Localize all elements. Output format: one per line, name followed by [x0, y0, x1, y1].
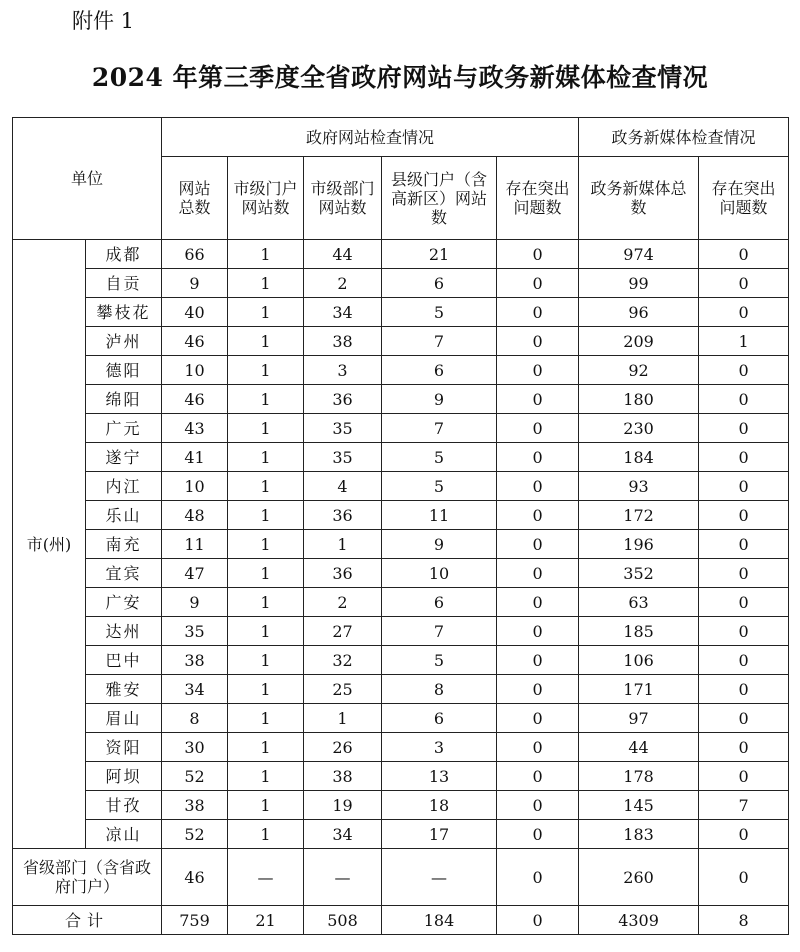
cell-media-total: 145	[579, 791, 699, 820]
cell-city-dept: 1	[304, 704, 382, 733]
unit-cell: 攀枝花	[86, 298, 162, 327]
unit-cell: 宜宾	[86, 559, 162, 588]
cell-media-total: 97	[579, 704, 699, 733]
cell-media-total: 260	[579, 849, 699, 906]
table-row	[13, 385, 789, 414]
cell-media-total: 974	[579, 240, 699, 269]
table-row	[13, 617, 789, 646]
cell-media-issues: 0	[699, 617, 789, 646]
cell-site-total: 48	[162, 501, 228, 530]
cell-county-portal: 6	[382, 269, 497, 298]
cell-site-total: 52	[162, 762, 228, 791]
cell-media-total: 230	[579, 414, 699, 443]
table-row	[13, 240, 789, 269]
cell-site-issues: 0	[497, 704, 579, 733]
cell-city-dept: 19	[304, 791, 382, 820]
table-row	[13, 414, 789, 443]
cell-city-portal: 1	[228, 327, 304, 356]
provincial-row	[13, 849, 789, 906]
table-row	[13, 791, 789, 820]
col-header-city-portal: 市级门户网站数	[228, 157, 304, 240]
cell-media-total: 352	[579, 559, 699, 588]
cell-media-issues: 0	[699, 733, 789, 762]
cell-site-total: 52	[162, 820, 228, 849]
cell-media-issues: 7	[699, 791, 789, 820]
cell-site-issues: 0	[497, 240, 579, 269]
unit-cell: 乐山	[86, 501, 162, 530]
unit-cell: 雅安	[86, 675, 162, 704]
unit-label: 合计	[65, 910, 110, 930]
cell-county-portal: 7	[382, 414, 497, 443]
cell-city-portal: 1	[228, 240, 304, 269]
table-row	[13, 588, 789, 617]
cell-site-issues: 0	[497, 588, 579, 617]
cell-city-dept: 1	[304, 530, 382, 559]
table-row	[13, 762, 789, 791]
cell-county-portal: —	[382, 849, 497, 906]
cell-city-portal: 1	[228, 472, 304, 501]
cell-county-portal: 5	[382, 472, 497, 501]
cell-site-issues: 0	[497, 472, 579, 501]
col-header-site-total: 网站总数	[162, 157, 228, 240]
unit-cell: 成都	[86, 240, 162, 269]
cell-site-total: 41	[162, 443, 228, 472]
cell-site-issues: 0	[497, 501, 579, 530]
unit-cell: 绵阳	[86, 385, 162, 414]
cell-city-portal: 1	[228, 733, 304, 762]
table-row	[13, 269, 789, 298]
cell-media-total: 44	[579, 733, 699, 762]
unit-cell: 眉山	[86, 704, 162, 733]
cell-media-issues: 8	[699, 906, 789, 935]
cell-media-total: 99	[579, 269, 699, 298]
cell-city-dept: 44	[304, 240, 382, 269]
cell-site-total: 10	[162, 472, 228, 501]
unit-cell: 德阳	[86, 356, 162, 385]
cell-site-issues: 0	[497, 327, 579, 356]
cell-city-dept: 36	[304, 501, 382, 530]
cell-county-portal: 9	[382, 385, 497, 414]
cell-site-issues: 0	[497, 269, 579, 298]
table-row	[13, 559, 789, 588]
cell-site-total: 40	[162, 298, 228, 327]
cell-city-portal: 1	[228, 269, 304, 298]
cell-site-issues: 0	[497, 675, 579, 704]
unit-cell: 自贡	[86, 269, 162, 298]
cell-city-dept: 34	[304, 820, 382, 849]
cell-media-issues: 0	[699, 240, 789, 269]
cell-county-portal: 5	[382, 298, 497, 327]
table-row	[13, 646, 789, 675]
cell-site-issues: 0	[497, 733, 579, 762]
cell-county-portal: 9	[382, 530, 497, 559]
cell-media-total: 180	[579, 385, 699, 414]
unit-cell: 甘孜	[86, 791, 162, 820]
unit-cell	[13, 849, 162, 906]
cell-city-dept: 25	[304, 675, 382, 704]
cell-media-issues: 0	[699, 646, 789, 675]
cell-city-dept: 26	[304, 733, 382, 762]
attachment-label: 附件 1	[72, 9, 135, 33]
cell-county-portal: 5	[382, 646, 497, 675]
table-row	[13, 356, 789, 385]
cell-site-issues: 0	[497, 906, 579, 935]
cell-city-portal: —	[228, 849, 304, 906]
cell-site-issues: 0	[497, 617, 579, 646]
cell-media-issues: 1	[699, 327, 789, 356]
total-row	[13, 906, 789, 935]
cell-city-portal: 1	[228, 530, 304, 559]
cell-media-total: 209	[579, 327, 699, 356]
cell-media-issues: 0	[699, 385, 789, 414]
cell-site-total: 43	[162, 414, 228, 443]
cell-media-issues: 0	[699, 298, 789, 327]
cell-media-total: 106	[579, 646, 699, 675]
unit-cell: 广安	[86, 588, 162, 617]
table-row	[13, 530, 789, 559]
cell-county-portal: 18	[382, 791, 497, 820]
cell-county-portal: 17	[382, 820, 497, 849]
group-label: 市(州)	[13, 240, 86, 849]
unit-cell: 内江	[86, 472, 162, 501]
cell-county-portal: 7	[382, 617, 497, 646]
unit-cell: 凉山	[86, 820, 162, 849]
cell-site-issues: 0	[497, 356, 579, 385]
cell-media-total: 4309	[579, 906, 699, 935]
cell-site-total: 30	[162, 733, 228, 762]
cell-media-total: 183	[579, 820, 699, 849]
cell-site-issues: 0	[497, 385, 579, 414]
cell-site-issues: 0	[497, 443, 579, 472]
cell-county-portal: 10	[382, 559, 497, 588]
col-header-media-issues: 存在突出问题数	[699, 157, 789, 240]
cell-site-total: 47	[162, 559, 228, 588]
cell-media-issues: 0	[699, 530, 789, 559]
cell-media-issues: 0	[699, 588, 789, 617]
cell-site-total: 759	[162, 906, 228, 935]
cell-site-issues: 0	[497, 414, 579, 443]
table-row	[13, 472, 789, 501]
cell-county-portal: 8	[382, 675, 497, 704]
cell-site-total: 46	[162, 385, 228, 414]
cell-media-issues: 0	[699, 675, 789, 704]
cell-county-portal: 11	[382, 501, 497, 530]
cell-county-portal: 21	[382, 240, 497, 269]
unit-cell: 南充	[86, 530, 162, 559]
cell-city-portal: 1	[228, 646, 304, 675]
col-header-county-portal: 县级门户（含高新区）网站数	[382, 157, 497, 240]
cell-site-issues: 0	[497, 559, 579, 588]
cell-county-portal: 13	[382, 762, 497, 791]
cell-city-dept: 4	[304, 472, 382, 501]
cell-site-total: 46	[162, 849, 228, 906]
cell-city-dept: 508	[304, 906, 382, 935]
cell-site-issues: 0	[497, 530, 579, 559]
table-row	[13, 733, 789, 762]
cell-city-dept: 34	[304, 298, 382, 327]
cell-city-portal: 1	[228, 675, 304, 704]
table-row	[13, 298, 789, 327]
header-unit: 单位	[13, 118, 162, 240]
cell-county-portal: 184	[382, 906, 497, 935]
cell-site-issues: 0	[497, 298, 579, 327]
cell-site-total: 34	[162, 675, 228, 704]
col-header-city-dept: 市级部门网站数	[304, 157, 382, 240]
cell-media-issues: 0	[699, 356, 789, 385]
cell-city-portal: 1	[228, 791, 304, 820]
cell-city-portal: 1	[228, 588, 304, 617]
unit-cell: 达州	[86, 617, 162, 646]
table-row	[13, 443, 789, 472]
cell-site-total: 35	[162, 617, 228, 646]
cell-county-portal: 6	[382, 356, 497, 385]
unit-cell: 泸州	[86, 327, 162, 356]
cell-city-dept: 35	[304, 443, 382, 472]
cell-city-portal: 1	[228, 414, 304, 443]
table-row	[13, 501, 789, 530]
cell-city-dept: 36	[304, 559, 382, 588]
cell-media-total: 184	[579, 443, 699, 472]
cell-media-issues: 0	[699, 849, 789, 906]
unit-label: 省级部门（含省政府门户）	[22, 858, 151, 896]
cell-site-issues: 0	[497, 849, 579, 906]
cell-city-portal: 1	[228, 820, 304, 849]
header-new-media: 政务新媒体检查情况	[579, 118, 789, 157]
cell-city-portal: 1	[228, 356, 304, 385]
cell-site-issues: 0	[497, 646, 579, 675]
cell-city-portal: 1	[228, 762, 304, 791]
cell-site-total: 38	[162, 646, 228, 675]
cell-city-dept: 27	[304, 617, 382, 646]
cell-media-total: 171	[579, 675, 699, 704]
cell-media-issues: 0	[699, 704, 789, 733]
cell-site-total: 11	[162, 530, 228, 559]
cell-city-dept: 35	[304, 414, 382, 443]
table-row	[13, 327, 789, 356]
cell-county-portal: 3	[382, 733, 497, 762]
cell-media-issues: 0	[699, 414, 789, 443]
cell-media-total: 172	[579, 501, 699, 530]
cell-media-issues: 0	[699, 269, 789, 298]
cell-city-portal: 1	[228, 501, 304, 530]
cell-city-dept: 38	[304, 762, 382, 791]
cell-city-portal: 1	[228, 385, 304, 414]
cell-city-dept: 36	[304, 385, 382, 414]
cell-media-issues: 0	[699, 472, 789, 501]
table-row	[13, 675, 789, 704]
cell-media-issues: 0	[699, 501, 789, 530]
cell-county-portal: 6	[382, 588, 497, 617]
unit-cell: 阿坝	[86, 762, 162, 791]
unit-cell: 遂宁	[86, 443, 162, 472]
cell-site-total: 46	[162, 327, 228, 356]
page-title: 2024 年第三季度全省政府网站与政务新媒体检查情况	[91, 63, 709, 92]
cell-site-total: 38	[162, 791, 228, 820]
cell-city-portal: 1	[228, 704, 304, 733]
unit-cell: 资阳	[86, 733, 162, 762]
cell-media-total: 178	[579, 762, 699, 791]
col-header-site-issues: 存在突出问题数	[497, 157, 579, 240]
inspection-table	[12, 117, 789, 935]
cell-city-portal: 21	[228, 906, 304, 935]
cell-media-issues: 0	[699, 559, 789, 588]
cell-media-issues: 0	[699, 443, 789, 472]
cell-media-total: 63	[579, 588, 699, 617]
cell-media-total: 196	[579, 530, 699, 559]
cell-media-total: 96	[579, 298, 699, 327]
cell-site-issues: 0	[497, 791, 579, 820]
unit-cell: 广元	[86, 414, 162, 443]
cell-city-dept: 2	[304, 588, 382, 617]
cell-city-portal: 1	[228, 559, 304, 588]
col-header-media-total: 政务新媒体总数	[579, 157, 699, 240]
cell-site-total: 10	[162, 356, 228, 385]
cell-city-dept: —	[304, 849, 382, 906]
cell-site-total: 8	[162, 704, 228, 733]
unit-cell: 巴中	[86, 646, 162, 675]
cell-media-total: 93	[579, 472, 699, 501]
table-row	[13, 704, 789, 733]
cell-city-dept: 38	[304, 327, 382, 356]
header-gov-sites: 政府网站检查情况	[162, 118, 579, 157]
cell-city-portal: 1	[228, 443, 304, 472]
cell-media-total: 185	[579, 617, 699, 646]
cell-media-total: 92	[579, 356, 699, 385]
cell-site-issues: 0	[497, 820, 579, 849]
unit-cell	[13, 906, 162, 935]
cell-media-issues: 0	[699, 820, 789, 849]
table-row	[13, 820, 789, 849]
cell-city-dept: 2	[304, 269, 382, 298]
table-body	[13, 240, 789, 935]
cell-county-portal: 7	[382, 327, 497, 356]
cell-site-total: 9	[162, 588, 228, 617]
cell-city-portal: 1	[228, 617, 304, 646]
cell-city-portal: 1	[228, 298, 304, 327]
cell-site-total: 66	[162, 240, 228, 269]
cell-site-issues: 0	[497, 762, 579, 791]
cell-city-dept: 32	[304, 646, 382, 675]
cell-county-portal: 6	[382, 704, 497, 733]
cell-site-total: 9	[162, 269, 228, 298]
cell-city-dept: 3	[304, 356, 382, 385]
cell-media-issues: 0	[699, 762, 789, 791]
cell-county-portal: 5	[382, 443, 497, 472]
